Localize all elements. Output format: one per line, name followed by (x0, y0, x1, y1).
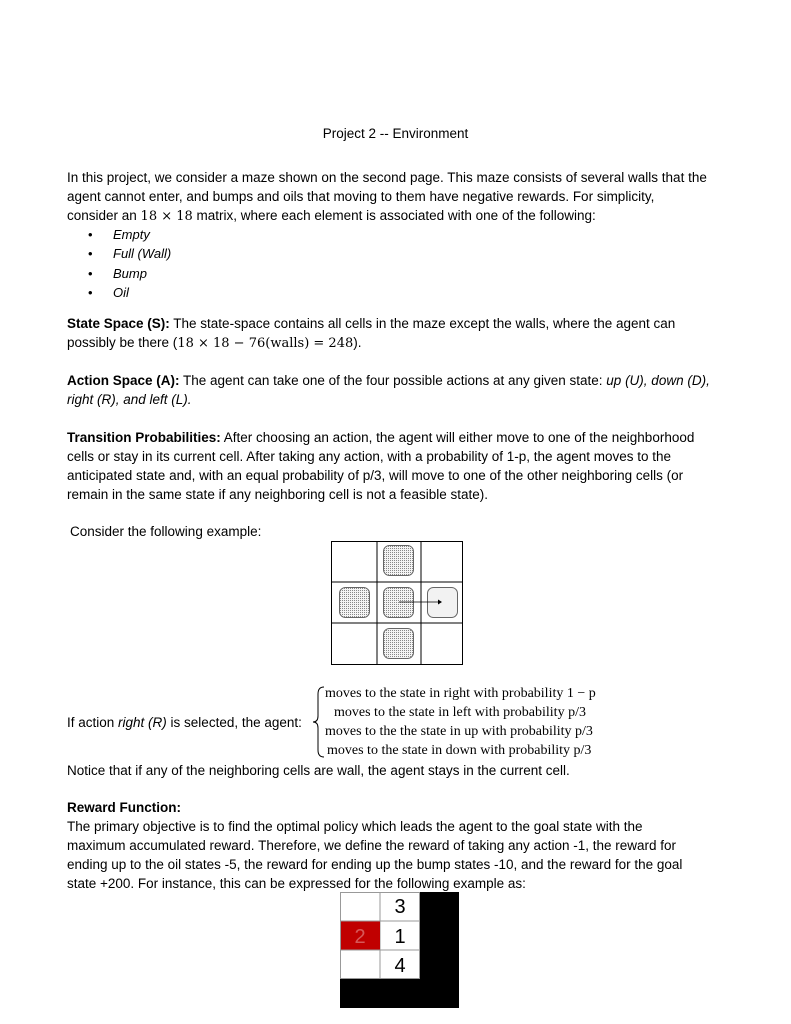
action-space-label: Action Space (A): (67, 373, 180, 388)
state-space-text: possibly be there ( (67, 335, 178, 350)
outcomes-list (325, 684, 665, 760)
transition-label: Transition Probabilities: (67, 430, 221, 445)
page-title: Project 2 -- Environment (322, 126, 469, 141)
action-space-section (67, 371, 727, 409)
reward-line: maximum accumulated reward. Therefore, we define the reward of taking any action -1, the reward for (67, 838, 677, 853)
cell-type-list (67, 225, 171, 302)
transition-line: anticipated state and, with an equal probability of p/3, will move to one of the other neighboring cells (or (67, 468, 684, 483)
state-space-line (67, 314, 727, 333)
neighbor-state-down (384, 629, 414, 659)
transition-line: cells or stay in its current cell. After taking any action, with a probability of 1-p, the agent moves to the (67, 449, 672, 464)
wall-block (340, 979, 459, 1008)
list-item: • Bump (67, 264, 171, 283)
intro-line: In this project, we consider a maze shown on the second page. This maze consists of several walls that the (67, 170, 707, 185)
transition-text: After choosing an action, the agent will either move to one of the neighborhood (220, 430, 695, 445)
transition-example-grid (330, 540, 464, 666)
list-item: • Empty (67, 225, 171, 244)
action-space-line (67, 371, 727, 390)
outcome-item: moves to the state in left with probability p/3 (334, 705, 586, 720)
reward-line: state +200. For instance, this can be expressed for the following example as: (67, 876, 526, 891)
state-space-text: ). (353, 335, 362, 350)
matrix-size-math: 18 × 18 (140, 209, 193, 224)
if-action-label (67, 713, 302, 732)
example-intro: Consider the following example: (70, 524, 262, 539)
intro-text: matrix, where each element is associated with one of the following: (192, 208, 596, 223)
cell-label-up: 3 (394, 896, 406, 918)
list-item: • Oil (67, 283, 171, 302)
notice-text: Notice that if any of the neighboring cells are wall, the agent stays in the current cell. (67, 763, 570, 778)
action-list: up (U), down (D), (606, 373, 710, 388)
action-name: right (R) (118, 715, 167, 730)
state-space-label: State Space (S): (67, 316, 170, 331)
reward-line: The primary objective is to find the optimal policy which leads the agent to the goal state with the (67, 819, 643, 834)
reward-example-grid (340, 892, 460, 1008)
if-action-text: If action (67, 715, 119, 730)
transition-section (67, 428, 727, 504)
cell-label-center: 1 (394, 926, 406, 948)
action-list: right (R), and left (L). (67, 392, 192, 407)
action-space-line (67, 390, 727, 409)
state-space-text: The state-space contains all cells in the maze except the walls, where the agent can (169, 316, 676, 331)
cell-label-agent: 2 (354, 926, 366, 948)
state-space-line (67, 333, 727, 353)
neighbor-state-up (384, 546, 414, 576)
reward-line: ending up to the oil states -5, the reward for ending up the bump states -10, and the reward for the goal (67, 857, 683, 872)
action-space-text: The agent can take one of the four possible actions at any given state: (179, 373, 607, 388)
list-item: • Full (Wall) (67, 244, 171, 263)
intro-line (67, 206, 727, 226)
transition-line (67, 428, 727, 447)
current-state (384, 588, 414, 618)
neighbor-state-left (340, 588, 370, 618)
intro-line: agent cannot enter, and bumps and oils that moving to them have negative rewards. For simplicity, (67, 189, 655, 204)
outcomes-brace (312, 686, 326, 758)
outcome-item: moves to the the state in up with probability p/3 (325, 724, 593, 739)
intro-text: consider an (67, 208, 141, 223)
neighbor-state-right (428, 588, 458, 618)
intro-paragraph (67, 168, 727, 226)
outcome-item: moves to the state in right with probability 1 − p (325, 686, 596, 701)
reward-heading: Reward Function: (67, 800, 181, 815)
outcome-item: moves to the state in down with probability p/3 (327, 743, 592, 758)
transition-line: remain in the same state if any neighboring cell is not a feasible state). (67, 487, 488, 502)
if-action-text: is selected, the agent: (166, 715, 302, 730)
cell-label-down: 4 (394, 955, 406, 977)
reward-section (67, 798, 727, 893)
state-space-section (67, 314, 727, 353)
state-count-math: 18 × 18 − 76(walls) = 248 (177, 336, 354, 351)
